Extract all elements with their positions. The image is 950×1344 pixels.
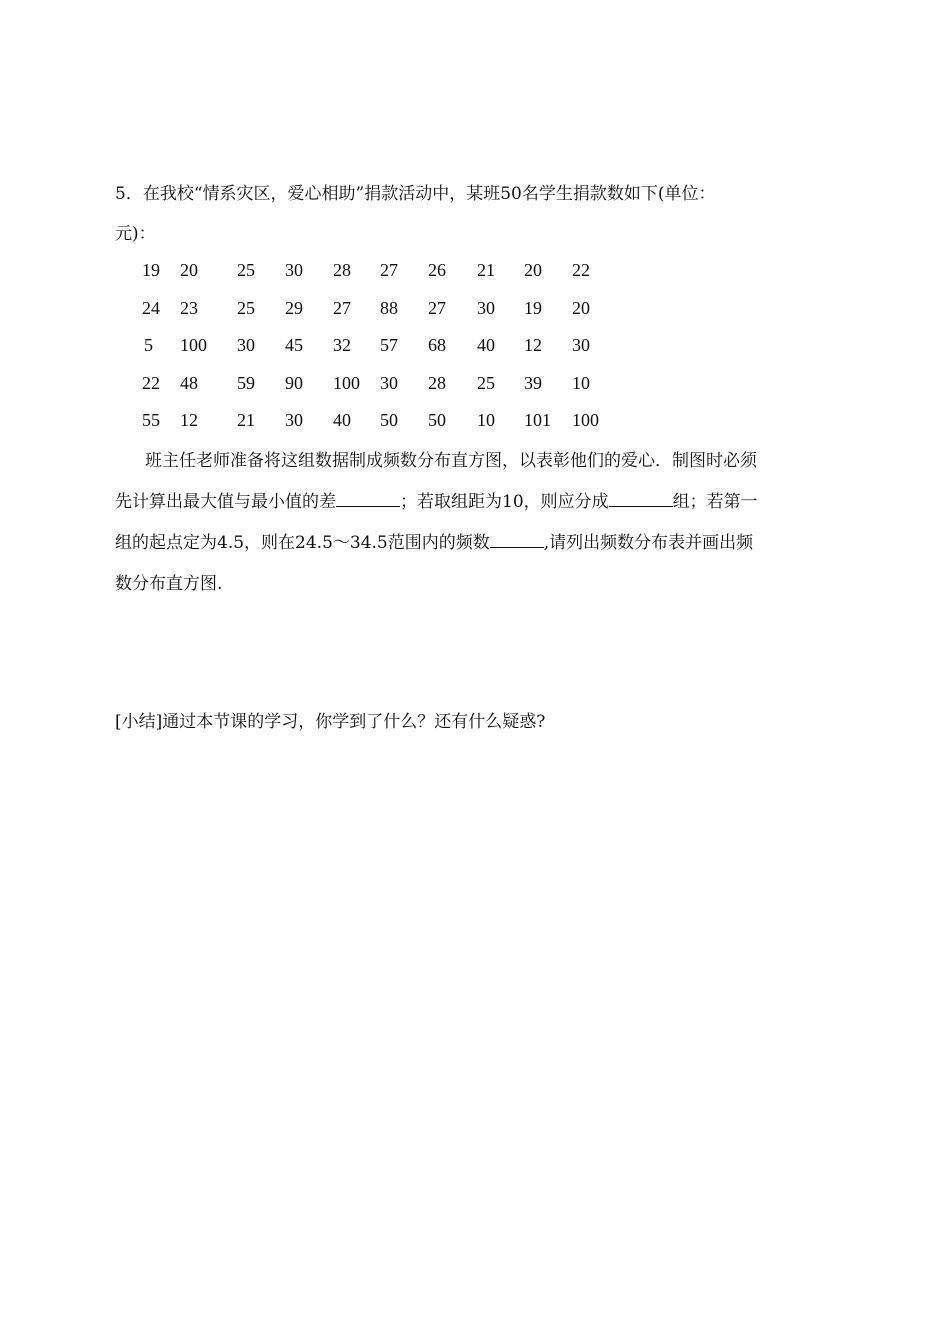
data-cell: 39 bbox=[524, 372, 542, 393]
data-cell: 48 bbox=[180, 372, 198, 393]
data-cell: 20 bbox=[524, 260, 542, 280]
data-cell: 10 bbox=[572, 372, 590, 393]
answer-blank-range[interactable] bbox=[336, 490, 400, 507]
data-cell: 101 bbox=[524, 410, 551, 430]
data-cell: 50 bbox=[380, 410, 398, 430]
answer-blank-groups[interactable] bbox=[609, 490, 673, 507]
data-cell: 23 bbox=[180, 297, 198, 318]
paragraph-line-3-part-a: 组的起点定为4.5，则在24.5～34.5范围内的频数 bbox=[115, 533, 490, 553]
data-cell: 55 bbox=[142, 410, 160, 430]
data-cell: 30 bbox=[285, 260, 303, 280]
data-cell: 12 bbox=[524, 335, 542, 355]
data-cell: 28 bbox=[333, 260, 351, 280]
data-cell: 30 bbox=[477, 297, 495, 318]
data-cell: 100 bbox=[572, 410, 599, 430]
data-cell: 22 bbox=[572, 260, 590, 280]
data-cell: 21 bbox=[237, 410, 255, 430]
paragraph-line-1: 班主任老师准备将这组数据制成频数分布直方图，以表彰他们的爱心．制图时必须 bbox=[145, 451, 757, 471]
data-cell: 12 bbox=[180, 410, 198, 430]
data-cell: 19 bbox=[142, 260, 160, 280]
data-cell: 32 bbox=[333, 335, 351, 355]
data-cell: 20 bbox=[180, 260, 198, 280]
data-cell: 5 bbox=[144, 335, 153, 355]
data-cell: 100 bbox=[180, 335, 207, 355]
data-cell: 20 bbox=[572, 297, 590, 318]
paragraph-line-4: 数分布直方图. bbox=[115, 574, 223, 594]
paragraph-line-2-part-c: 组；若第一 bbox=[672, 492, 758, 512]
data-cell: 45 bbox=[285, 335, 303, 355]
data-cell: 27 bbox=[380, 260, 398, 280]
data-cell: 27 bbox=[428, 297, 446, 318]
paragraph-line-2-part-a: 先计算出最大值与最小值的差 bbox=[115, 492, 336, 512]
data-cell: 10 bbox=[477, 410, 495, 430]
data-cell: 30 bbox=[237, 335, 255, 355]
data-cell: 22 bbox=[142, 372, 160, 393]
data-cell: 88 bbox=[380, 297, 398, 318]
data-cell: 59 bbox=[237, 372, 255, 393]
data-cell: 25 bbox=[237, 297, 255, 318]
data-cell: 68 bbox=[428, 335, 446, 355]
problem-line-1: 5．在我校“情系灾区，爱心相助”捐款活动中，某班50名学生捐款数如下(单位： bbox=[115, 184, 716, 204]
data-cell: 40 bbox=[333, 410, 351, 430]
data-cell: 27 bbox=[333, 297, 351, 318]
data-cell: 90 bbox=[285, 372, 303, 393]
data-cell: 30 bbox=[380, 372, 398, 393]
summary-line: [小结]通过本节课的学习，你学到了什么？还有什么疑惑? bbox=[115, 712, 546, 732]
data-cell: 57 bbox=[380, 335, 398, 355]
data-cell: 24 bbox=[142, 297, 160, 318]
data-cell: 25 bbox=[477, 372, 495, 393]
data-cell: 40 bbox=[477, 335, 495, 355]
data-cell: 26 bbox=[428, 260, 446, 280]
data-cell: 19 bbox=[524, 297, 542, 318]
paragraph-line-3-part-b: ,请列出频数分布表并画出频 bbox=[543, 533, 754, 553]
problem-line-2: 元)： bbox=[115, 224, 156, 244]
paragraph-line-2-part-b: ；若取组距为10，则应分成 bbox=[400, 492, 609, 512]
data-cell: 29 bbox=[285, 297, 303, 318]
data-cell: 100 bbox=[333, 372, 360, 393]
data-cell: 21 bbox=[477, 260, 495, 280]
data-cell: 30 bbox=[572, 335, 590, 355]
data-cell: 30 bbox=[285, 410, 303, 430]
data-cell: 28 bbox=[428, 372, 446, 393]
data-cell: 25 bbox=[237, 260, 255, 280]
paragraph-line-2 bbox=[115, 490, 758, 514]
answer-blank-frequency[interactable] bbox=[490, 531, 544, 548]
data-cell: 50 bbox=[428, 410, 446, 430]
paragraph-line-3 bbox=[115, 531, 753, 555]
